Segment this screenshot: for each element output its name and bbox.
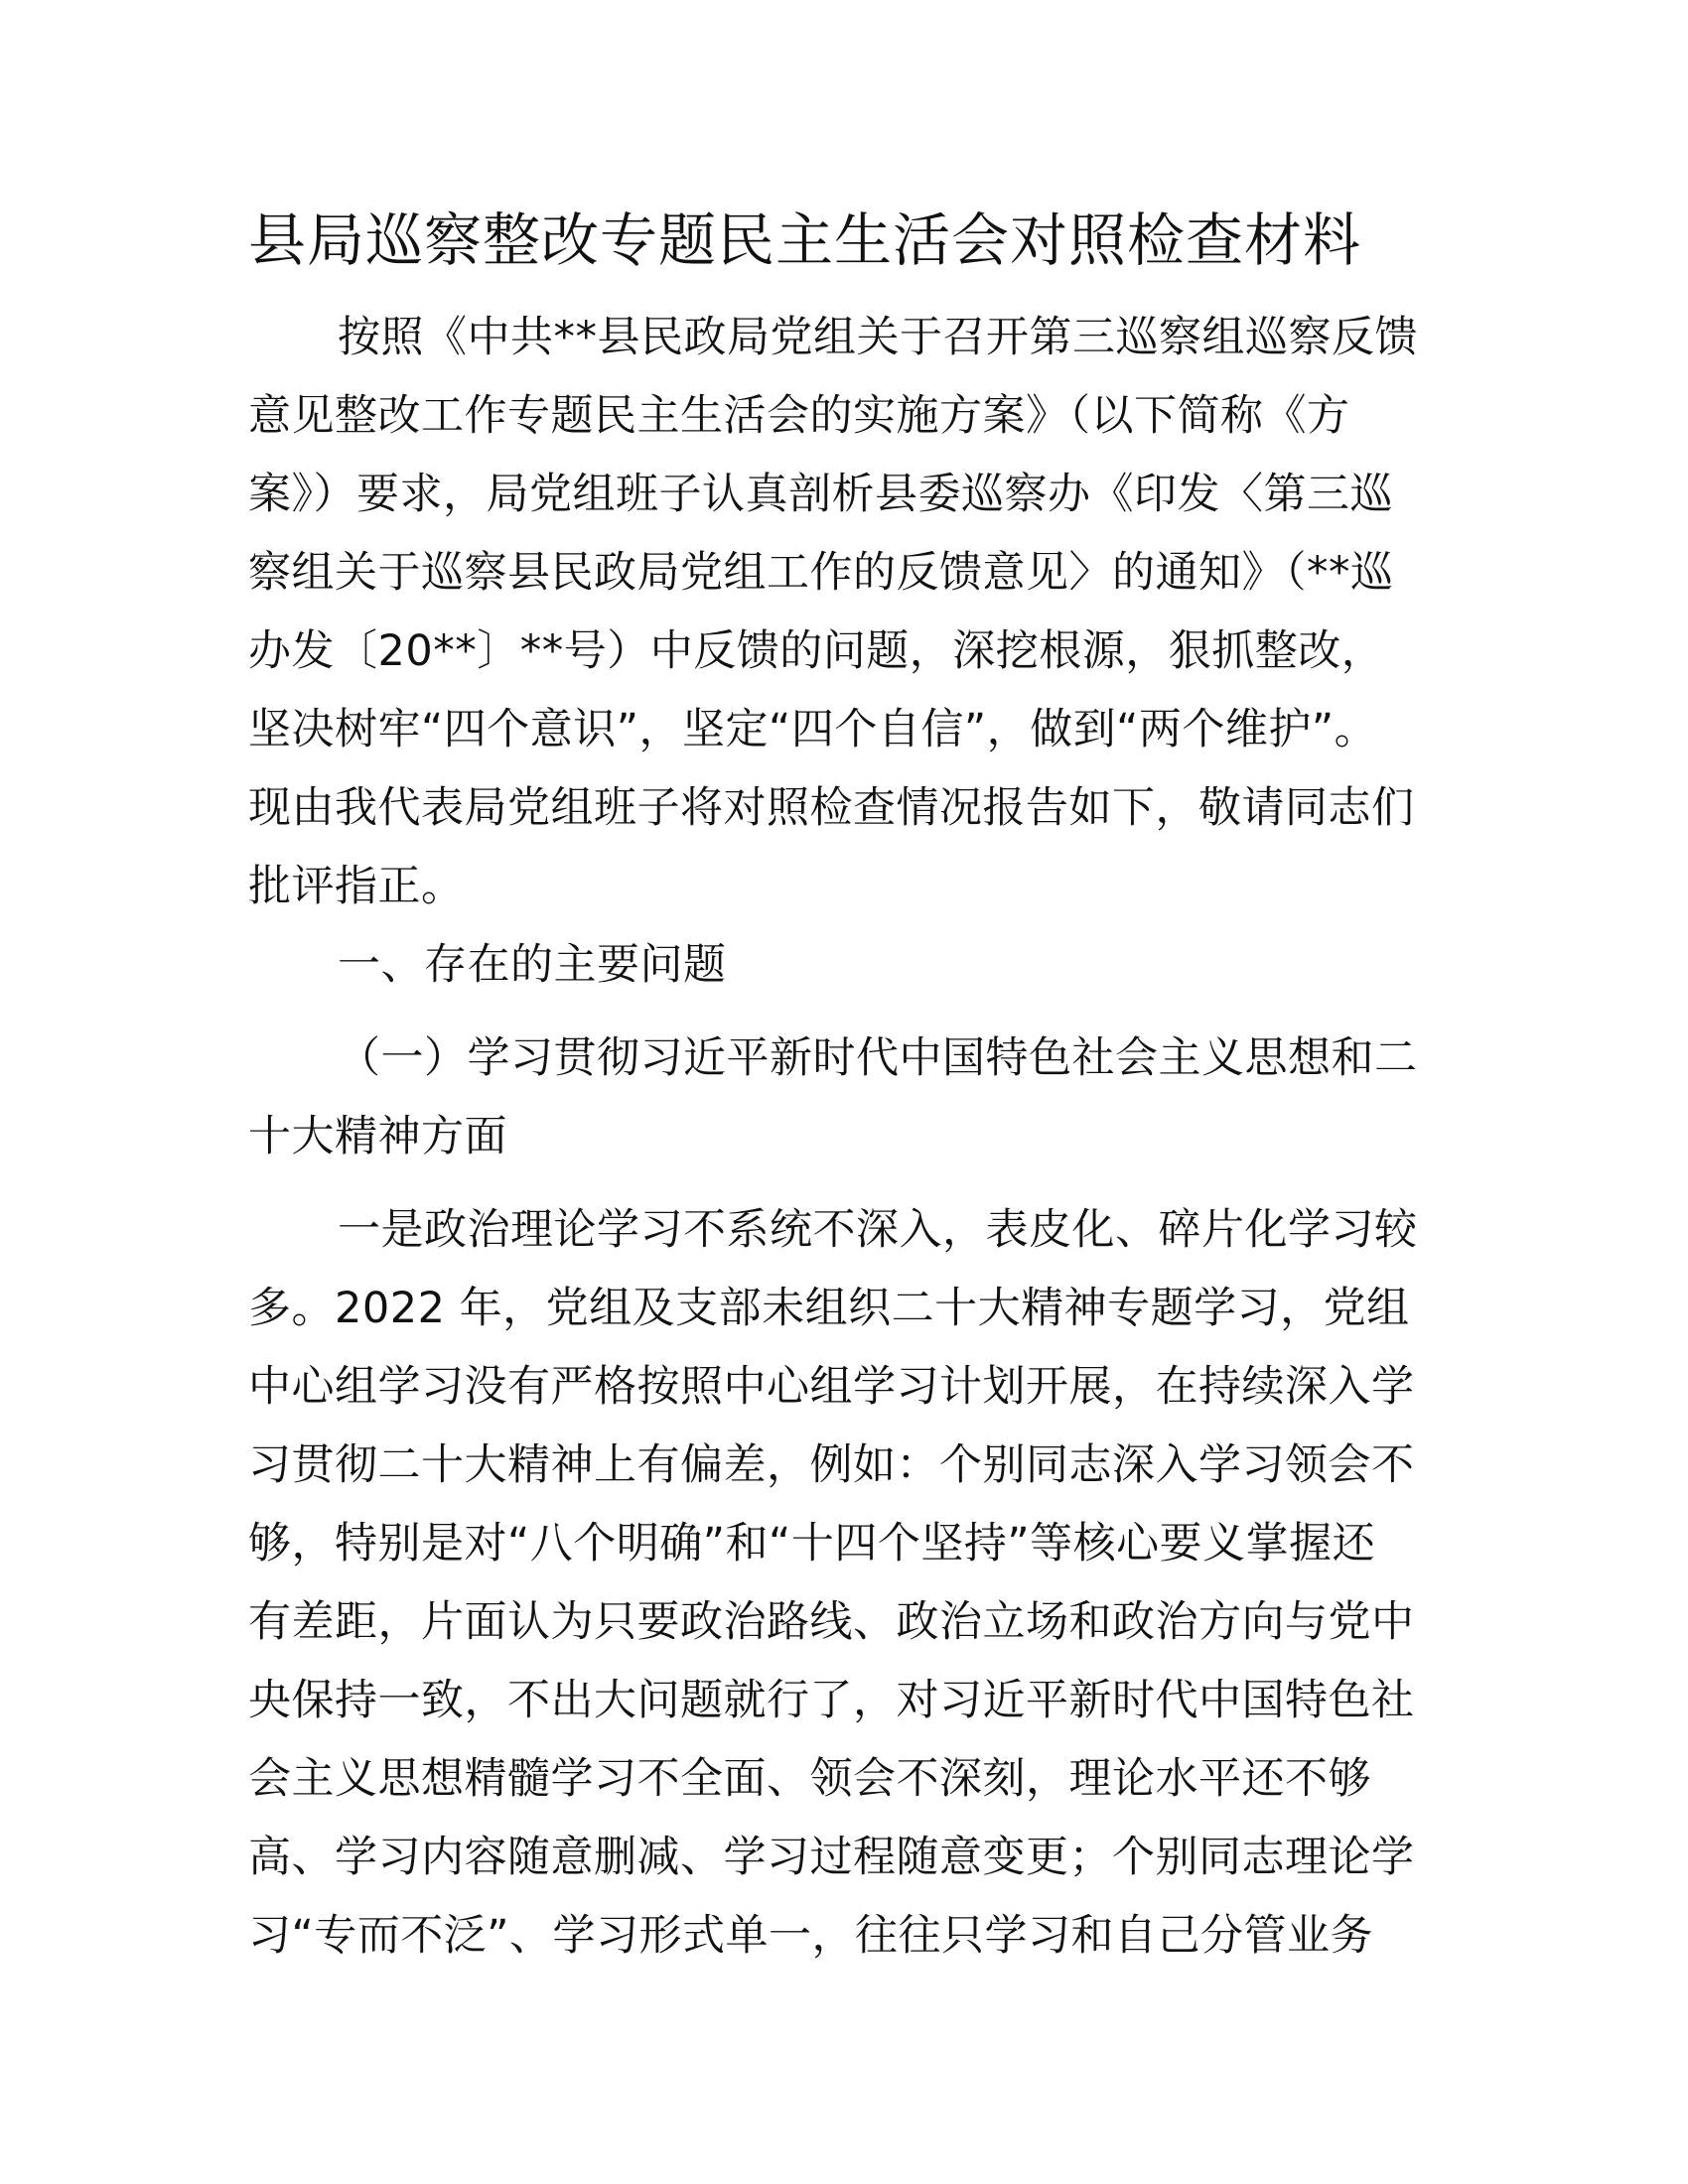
subsection-heading-line: 十大精神方面 xyxy=(248,1112,507,1161)
body-line: 习“专而不泛”、学习形式单一，往往只学习和自己分管业务 xyxy=(248,1911,1374,1961)
subsection-heading-line: （一）学习贯彻习近平新时代中国特色社会主义思想和二 xyxy=(338,1033,1418,1083)
body-line: 有差距，片面认为只要政治路线、政治立场和政治方向与党中 xyxy=(248,1597,1415,1647)
intro-line: 案》）要求，局党组班子认真剖析县委巡察办《印发〈第三巡 xyxy=(248,470,1393,519)
intro-line: 坚决树牢“四个意识”，坚定“四个自信”，做到“两个维护”。 xyxy=(248,705,1378,754)
body-line: 多。2022 年，党组及支部未组织二十大精神专题学习，党组 xyxy=(248,1284,1410,1333)
intro-line: 意见整改工作专题民主生活会的实施方案》（以下简称《方 xyxy=(248,391,1350,441)
body-line: 一是政治理论学习不系统不深入，表皮化、碎片化学习较 xyxy=(338,1205,1418,1255)
body-line: 够，特别是对“八个明确”和“十四个坚持”等核心要义掌握还 xyxy=(248,1519,1376,1569)
body-line: 会主义思想精髓学习不全面、领会不深刻，理论水平还不够 xyxy=(248,1754,1371,1804)
intro-line: 批评指正。 xyxy=(248,862,465,911)
intro-line: 察组关于巡察县民政局党组工作的反馈意见〉的通知》（**巡 xyxy=(248,548,1394,598)
section-heading: 一、存在的主要问题 xyxy=(338,940,727,990)
intro-line: 按照《中共**县民政局党组关于召开第三巡察组巡察反馈 xyxy=(338,313,1418,362)
body-line: 央保持一致，不出大问题就行了，对习近平新时代中国特色社 xyxy=(248,1676,1415,1725)
body-line: 高、学习内容随意删减、学习过程随意变更；个别同志理论学 xyxy=(248,1833,1415,1882)
document-title: 县局巡察整改专题民主生活会对照检查材料 xyxy=(248,206,1362,274)
body-line: 习贯彻二十大精神上有偏差，例如：个别同志深入学习领会不 xyxy=(248,1440,1415,1490)
intro-line: 现由我代表局党组班子将对照检查情况报告如下，敬请同志们 xyxy=(248,783,1415,833)
intro-line: 办发〔20**〕**号）中反馈的问题，深挖根源，狠抓整改， xyxy=(248,626,1385,676)
body-line: 中心组学习没有严格按照中心组学习计划开展，在持续深入学 xyxy=(248,1362,1415,1412)
